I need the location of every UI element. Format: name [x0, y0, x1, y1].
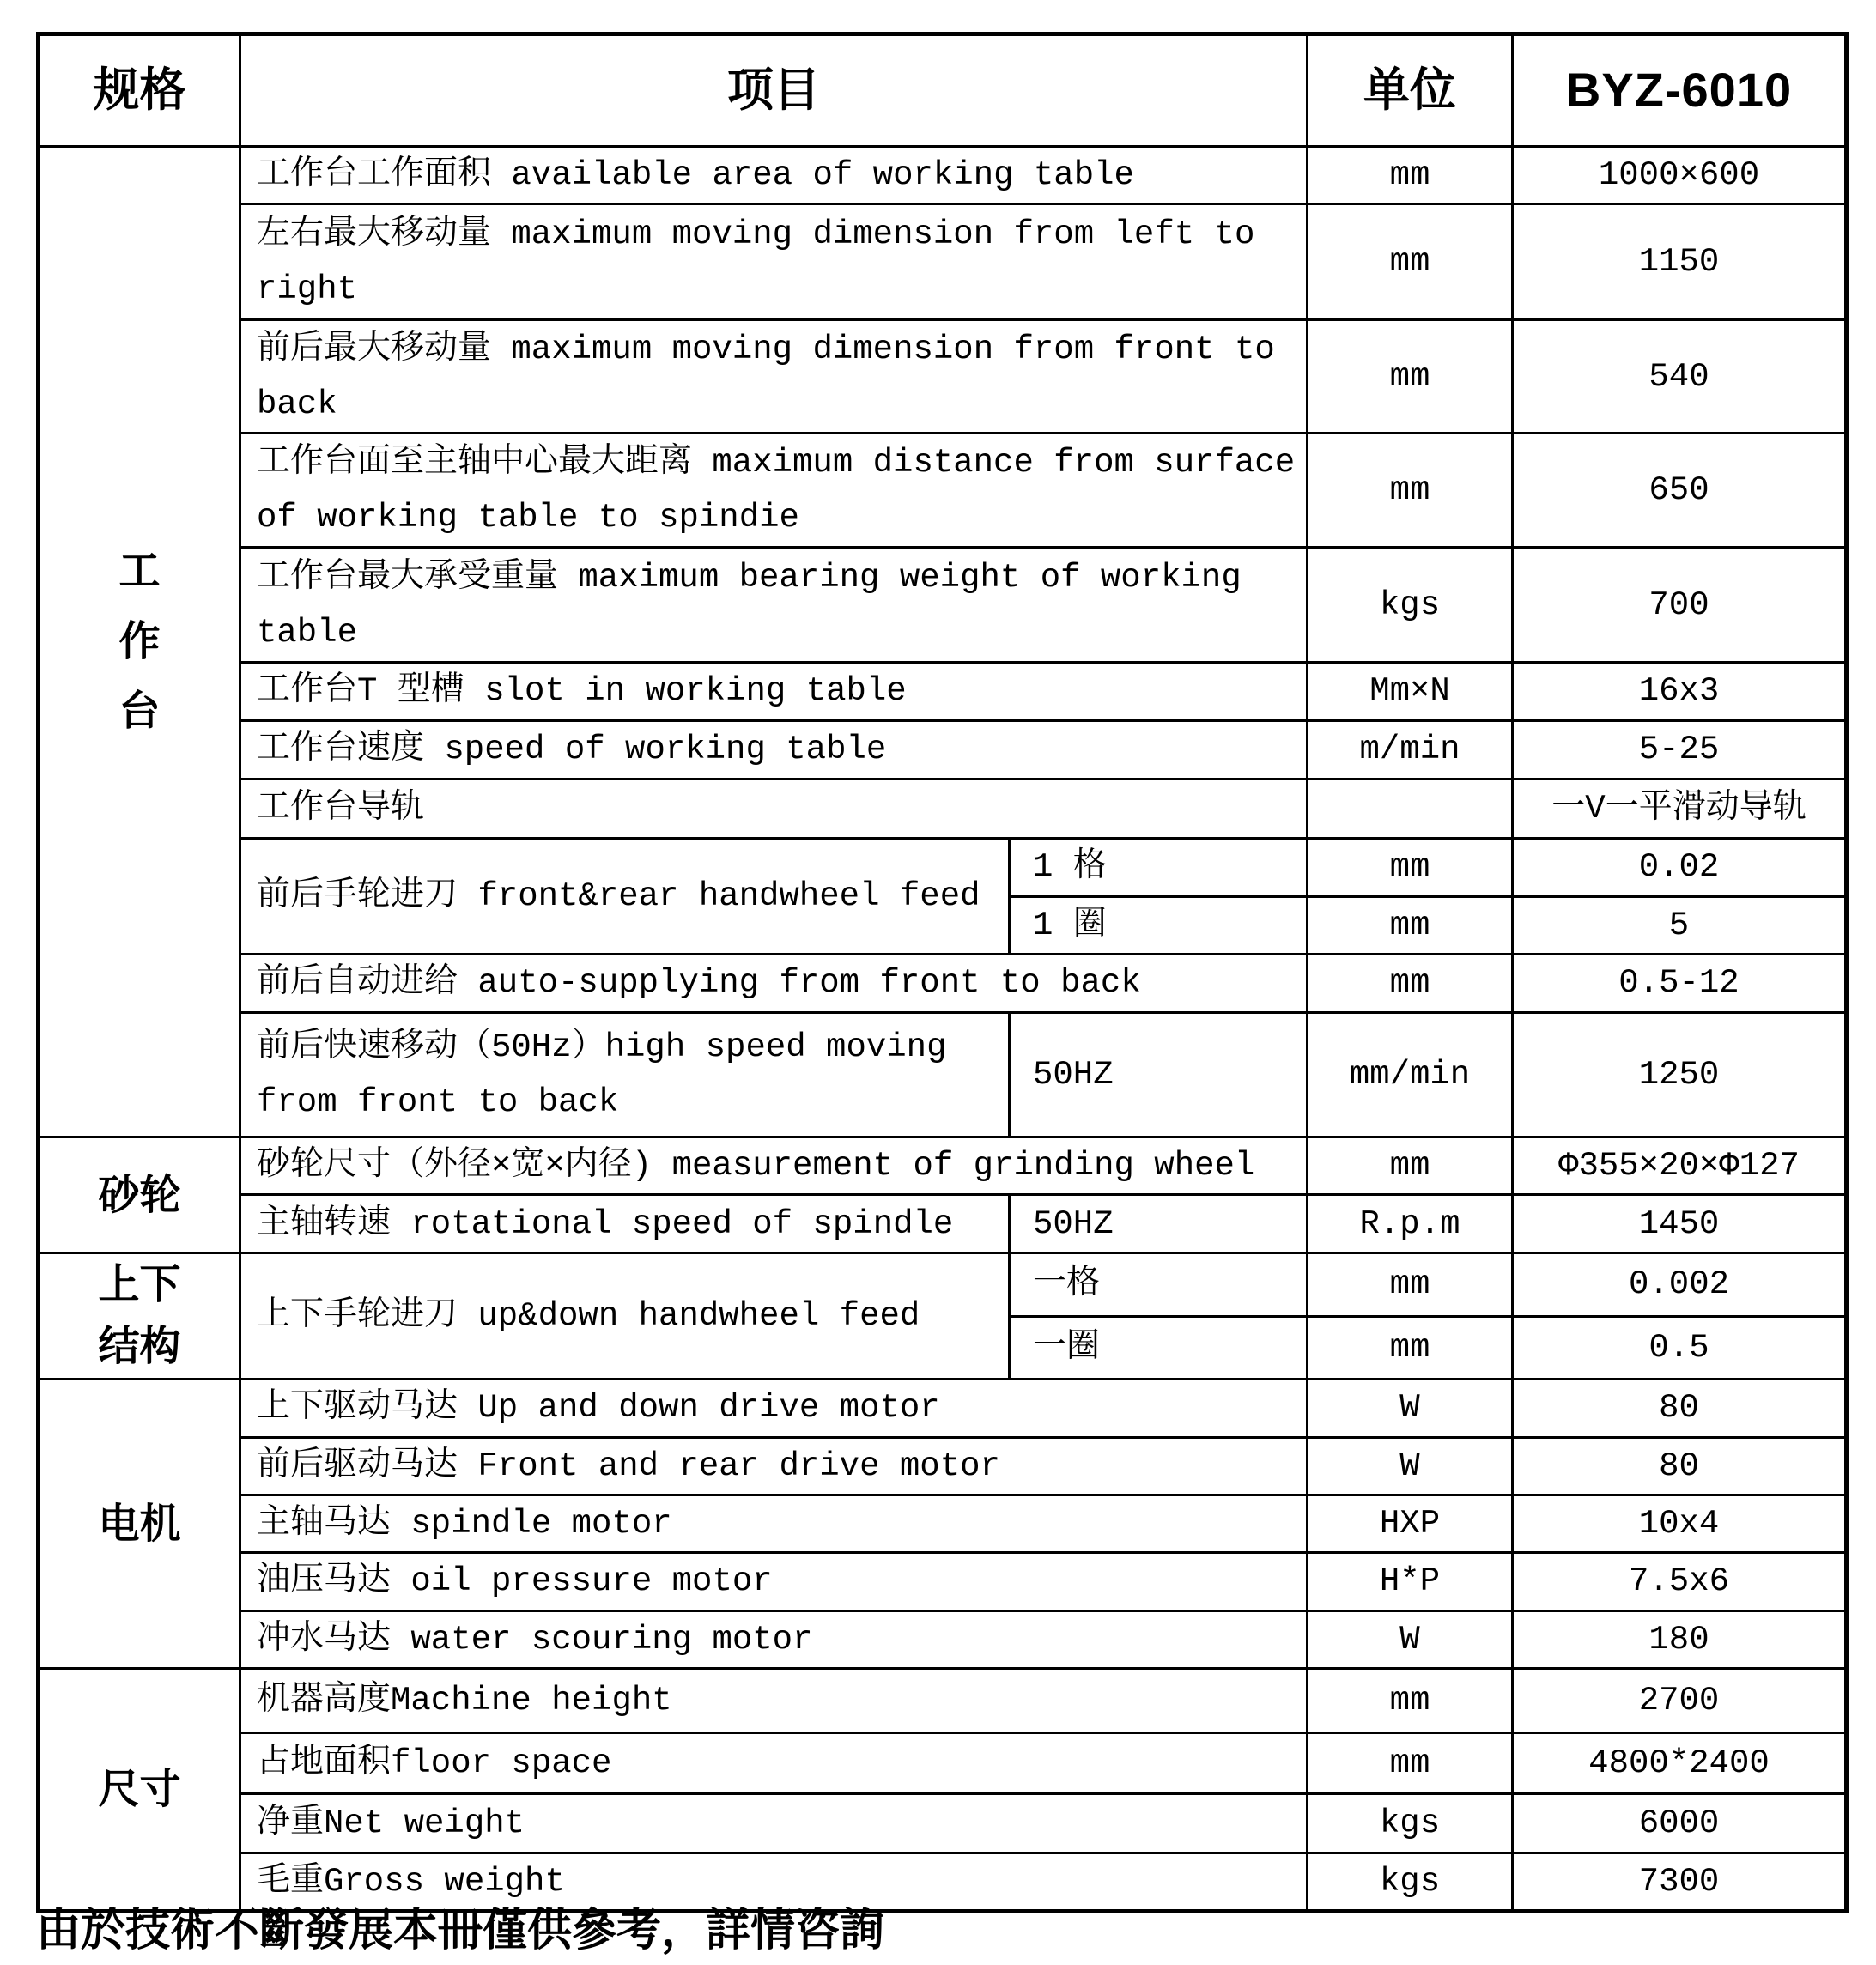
value-cell: 0.02	[1513, 838, 1847, 896]
value-cell: 6000	[1513, 1794, 1847, 1853]
item-cell: 工作台面至主轴中心最大距离 maximum distance from surface of working table to spindie	[240, 434, 1308, 548]
item-cell: 前后最大移动量 maximum moving dimension from front to back	[240, 320, 1308, 434]
unit-cell: W	[1308, 1610, 1513, 1668]
item-cell: 前后手轮进刀 front&rear handwheel feed	[240, 838, 1010, 954]
unit-cell: W	[1308, 1437, 1513, 1495]
unit-cell: kgs	[1308, 1794, 1513, 1853]
value-cell: 5-25	[1513, 720, 1847, 779]
table-row	[39, 1137, 1847, 1195]
value-cell: 80	[1513, 1437, 1847, 1495]
unit-cell: mm	[1308, 320, 1513, 434]
unit-cell: mm	[1308, 1733, 1513, 1794]
item-cell: 机器高度Machine height	[240, 1669, 1308, 1733]
unit-cell: mm	[1308, 1669, 1513, 1733]
table-row	[39, 1195, 1847, 1253]
unit-cell: mm	[1308, 1253, 1513, 1316]
table-row	[39, 204, 1847, 320]
sub-cell: 1 格	[1010, 838, 1308, 896]
value-cell: 80	[1513, 1380, 1847, 1437]
sub-cell: 一圈	[1010, 1316, 1308, 1380]
table-row	[39, 434, 1847, 548]
header-spec: 规格	[39, 34, 240, 147]
value-cell: 1450	[1513, 1195, 1847, 1253]
sub-cell: 1 圈	[1010, 896, 1308, 954]
item-cell: 工作台速度 speed of working table	[240, 720, 1308, 779]
table-row	[39, 1013, 1847, 1137]
table-row	[39, 1495, 1847, 1553]
sub-cell: 50HZ	[1010, 1195, 1308, 1253]
value-cell: 1000×600	[1513, 147, 1847, 204]
group-label-motor: 电机	[39, 1380, 240, 1669]
item-cell: 工作台最大承受重量 maximum bearing weight of working table	[240, 548, 1308, 663]
table-row	[39, 838, 1847, 896]
unit-cell: mm	[1308, 147, 1513, 204]
unit-cell: HXP	[1308, 1495, 1513, 1553]
value-cell: 4800*2400	[1513, 1733, 1847, 1794]
item-cell: 工作台导轨	[240, 779, 1308, 838]
value-cell: 一V一平滑动导轨	[1513, 779, 1847, 838]
unit-cell: kgs	[1308, 1853, 1513, 1912]
table-row	[39, 1733, 1847, 1794]
table-row	[39, 1669, 1847, 1733]
header-row	[39, 34, 1847, 147]
value-cell: 16x3	[1513, 663, 1847, 720]
item-cell: 上下驱动马达 Up and down drive motor	[240, 1380, 1308, 1437]
unit-cell: kgs	[1308, 548, 1513, 663]
item-cell: 工作台T 型槽 slot in working table	[240, 663, 1308, 720]
table-row	[39, 1553, 1847, 1610]
table-row	[39, 1610, 1847, 1668]
value-cell: 7300	[1513, 1853, 1847, 1912]
header-unit: 单位	[1308, 34, 1513, 147]
value-cell: 180	[1513, 1610, 1847, 1668]
item-cell: 净重Net weight	[240, 1794, 1308, 1853]
value-cell: 5	[1513, 896, 1847, 954]
value-cell: 0.5-12	[1513, 955, 1847, 1013]
item-cell: 工作台工作面积 available area of working table	[240, 147, 1308, 204]
value-cell: 10x4	[1513, 1495, 1847, 1553]
table-row	[39, 147, 1847, 204]
item-cell: 主轴转速 rotational speed of spindle	[240, 1195, 1010, 1253]
item-cell: 主轴马达 spindle motor	[240, 1495, 1308, 1553]
item-cell: 砂轮尺寸（外径×宽×内径) measurement of grinding wheel	[240, 1137, 1308, 1195]
unit-cell: mm	[1308, 955, 1513, 1013]
value-cell: 650	[1513, 434, 1847, 548]
disclaimer-note: 由於技術不斷發展本冊僅供參考，詳情咨詢	[36, 1906, 885, 1956]
value-cell: 1250	[1513, 1013, 1847, 1137]
item-cell: 毛重Gross weight	[240, 1853, 1308, 1912]
item-cell: 左右最大移动量 maximum moving dimension from left to right	[240, 204, 1308, 320]
group-label-updown-structure: 上下结构	[39, 1253, 240, 1380]
item-cell: 占地面积floor space	[240, 1733, 1308, 1794]
sub-cell: 50HZ	[1010, 1013, 1308, 1137]
table-row	[39, 1380, 1847, 1437]
unit-cell: mm	[1308, 896, 1513, 954]
unit-cell: H*P	[1308, 1553, 1513, 1610]
unit-cell: mm/min	[1308, 1013, 1513, 1137]
unit-cell: m/min	[1308, 720, 1513, 779]
table-row	[39, 320, 1847, 434]
header-item: 项目	[240, 34, 1308, 147]
sub-cell: 一格	[1010, 1253, 1308, 1316]
group-label-dimensions: 尺寸	[39, 1669, 240, 1912]
item-cell: 上下手轮进刀 up&down handwheel feed	[240, 1253, 1010, 1380]
value-cell: 2700	[1513, 1669, 1847, 1733]
item-cell: 冲水马达 water scouring motor	[240, 1610, 1308, 1668]
item-cell: 前后快速移动（50Hz）high speed moving from front to back	[240, 1013, 1010, 1137]
value-cell: 540	[1513, 320, 1847, 434]
value-cell: 0.5	[1513, 1316, 1847, 1380]
group-label-grinding-wheel: 砂轮	[39, 1137, 240, 1253]
unit-cell: W	[1308, 1380, 1513, 1437]
unit-cell: mm	[1308, 434, 1513, 548]
table-row	[39, 1437, 1847, 1495]
unit-cell	[1308, 779, 1513, 838]
unit-cell: Mm×N	[1308, 663, 1513, 720]
table-row	[39, 779, 1847, 838]
value-cell: 1150	[1513, 204, 1847, 320]
spec-table	[36, 32, 1849, 1913]
unit-cell: mm	[1308, 204, 1513, 320]
value-cell: Φ355×20×Φ127	[1513, 1137, 1847, 1195]
table-row	[39, 548, 1847, 663]
unit-cell: mm	[1308, 838, 1513, 896]
value-cell: 0.002	[1513, 1253, 1847, 1316]
item-cell: 前后自动进给 auto-supplying from front to back	[240, 955, 1308, 1013]
group-label-working-table: 工作台	[39, 147, 240, 1137]
table-row	[39, 1253, 1847, 1316]
item-cell: 油压马达 oil pressure motor	[240, 1553, 1308, 1610]
value-cell: 7.5x6	[1513, 1553, 1847, 1610]
item-cell: 前后驱动马达 Front and rear drive motor	[240, 1437, 1308, 1495]
table-row	[39, 663, 1847, 720]
table-row	[39, 720, 1847, 779]
unit-cell: mm	[1308, 1316, 1513, 1380]
value-cell: 700	[1513, 548, 1847, 663]
table-row	[39, 1794, 1847, 1853]
unit-cell: R.p.m	[1308, 1195, 1513, 1253]
header-model: BYZ-6010	[1513, 34, 1847, 147]
table-row	[39, 955, 1847, 1013]
unit-cell: mm	[1308, 1137, 1513, 1195]
